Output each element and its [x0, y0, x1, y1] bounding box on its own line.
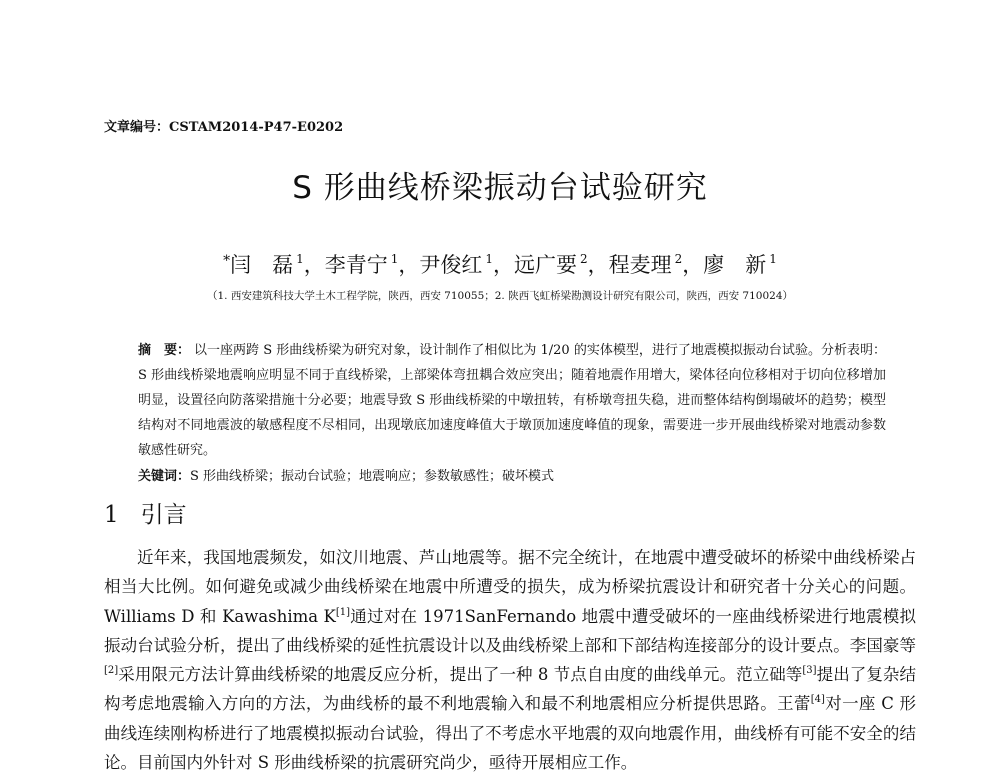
author-affiliation-number: 2 [674, 252, 683, 266]
author-affiliation-number: 1 [485, 252, 493, 266]
body-text-segment: 对一座 C 形曲线连续刚构桥进行了地震模拟振动台试验，得出了不考虑水平地震的双向地震作用，曲线桥有可能不安全的结论。目前国内外针对 S 形曲线桥梁的抗震研究尚少，亟待开展相应工作。 [104, 694, 916, 773]
author-separator: ， [303, 253, 325, 277]
citation-ref[interactable]: [4] [810, 694, 825, 706]
citation-ref[interactable]: [2] [104, 665, 119, 677]
body-text-segment: 近年来，我国地震频发，如汶川地震、芦山地震等。据不完全统计，在地震中遭受破坏的桥梁中曲线桥梁占相当大比例。如何避免或减少曲线桥梁在地震中所遭受的损失，成为桥梁抗震设计和研究者十分关心的问题。Williams D 和 Kawashima K [104, 548, 916, 626]
author-name: 闫 磊 [230, 253, 294, 277]
abstract [138, 338, 886, 463]
author-name: 远广要 [514, 253, 577, 277]
author-separator: ， [493, 253, 514, 277]
body-text-segment: 提出了复杂结构考虑地震输入方向的方法，为曲线桥的最不利地震输入和最不利地震相应分析提供思路。王蕾 [104, 665, 916, 714]
keywords-text: S 形曲线桥梁；振动台试验；地震响应；参数敏感性；破坏模式 [190, 469, 555, 484]
section-title: 引言 [140, 502, 187, 528]
abstract-label: 摘 要： [138, 343, 191, 358]
author-separator: ， [682, 253, 704, 277]
abstract-text: 以一座两跨 S 形曲线桥梁为研究对象，设计制作了相似比为 1/20 的实体模型，进行了地震模拟振动台试验。分析表明：S 形曲线桥梁地震响应明显不同于直线桥梁，上部梁体弯扭耦合效应突出；随着地震作用增大，梁体径向位移相对于切向位移增加明显，设置径向防落梁措施十分必要；地震导致 S 形曲线桥梁的中墩扭转，有桥墩弯扭失稳，进而整体结构倒塌破坏的趋势；模型结构对不同地震波的敏感程度不尽相同，出现墩底加速度峰值大于墩顶加速度峰值的现象，需要进一步开展曲线桥梁对地震动参数敏感性研究。 [138, 343, 886, 458]
author-affiliation-number: 2 [580, 252, 588, 266]
author-name: 廖 新 [703, 253, 767, 277]
corresponding-author-mark: * [223, 253, 231, 269]
author-list [0, 244, 1000, 280]
citation-ref[interactable]: [3] [802, 665, 817, 677]
keywords-label: 关键词： [138, 469, 191, 484]
article-id-label: 文章编号： [104, 120, 170, 135]
section-heading [104, 498, 187, 532]
keywords [138, 466, 886, 488]
author-affiliation-number: 1 [296, 252, 304, 266]
body-text-segment: 采用限元方法计算曲线桥梁的地震反应分析，提出了一种 8 节点自由度的曲线单元。范立础等 [118, 665, 803, 685]
author-name: 尹俊红 [419, 253, 483, 277]
author-name: 程麦理 [608, 253, 672, 277]
author-separator: ， [398, 253, 420, 277]
author-separator: ， [587, 253, 609, 277]
paper-title: S 形曲线桥梁振动台试验研究 [292, 170, 708, 206]
author-affiliation-number: 1 [390, 252, 399, 266]
author-name: 李青宁 [324, 253, 388, 277]
section-number: 1 [104, 502, 119, 528]
article-id [104, 116, 343, 135]
affiliation-line: （1. 西安建筑科技大学土木工程学院，陕西，西安 710055；2. 陕西飞虹桥梁勘测设计研究有限公司，陕西，西安 710024） [206, 290, 794, 302]
author-affiliation-number: 1 [769, 252, 777, 266]
body-text-segment: 通过对在 1971SanFernando 地震中遭受破坏的一座曲线桥梁进行地震模拟振动台试验分析，提出了曲线桥梁的延性抗震设计以及曲线桥梁上部和下部结构连接部分的设计要点。李国豪等 [104, 606, 916, 655]
citation-ref[interactable]: [1] [335, 606, 351, 618]
article-id-value: CSTAM2014-P47-E0202 [169, 120, 344, 135]
body-paragraph [104, 543, 916, 777]
